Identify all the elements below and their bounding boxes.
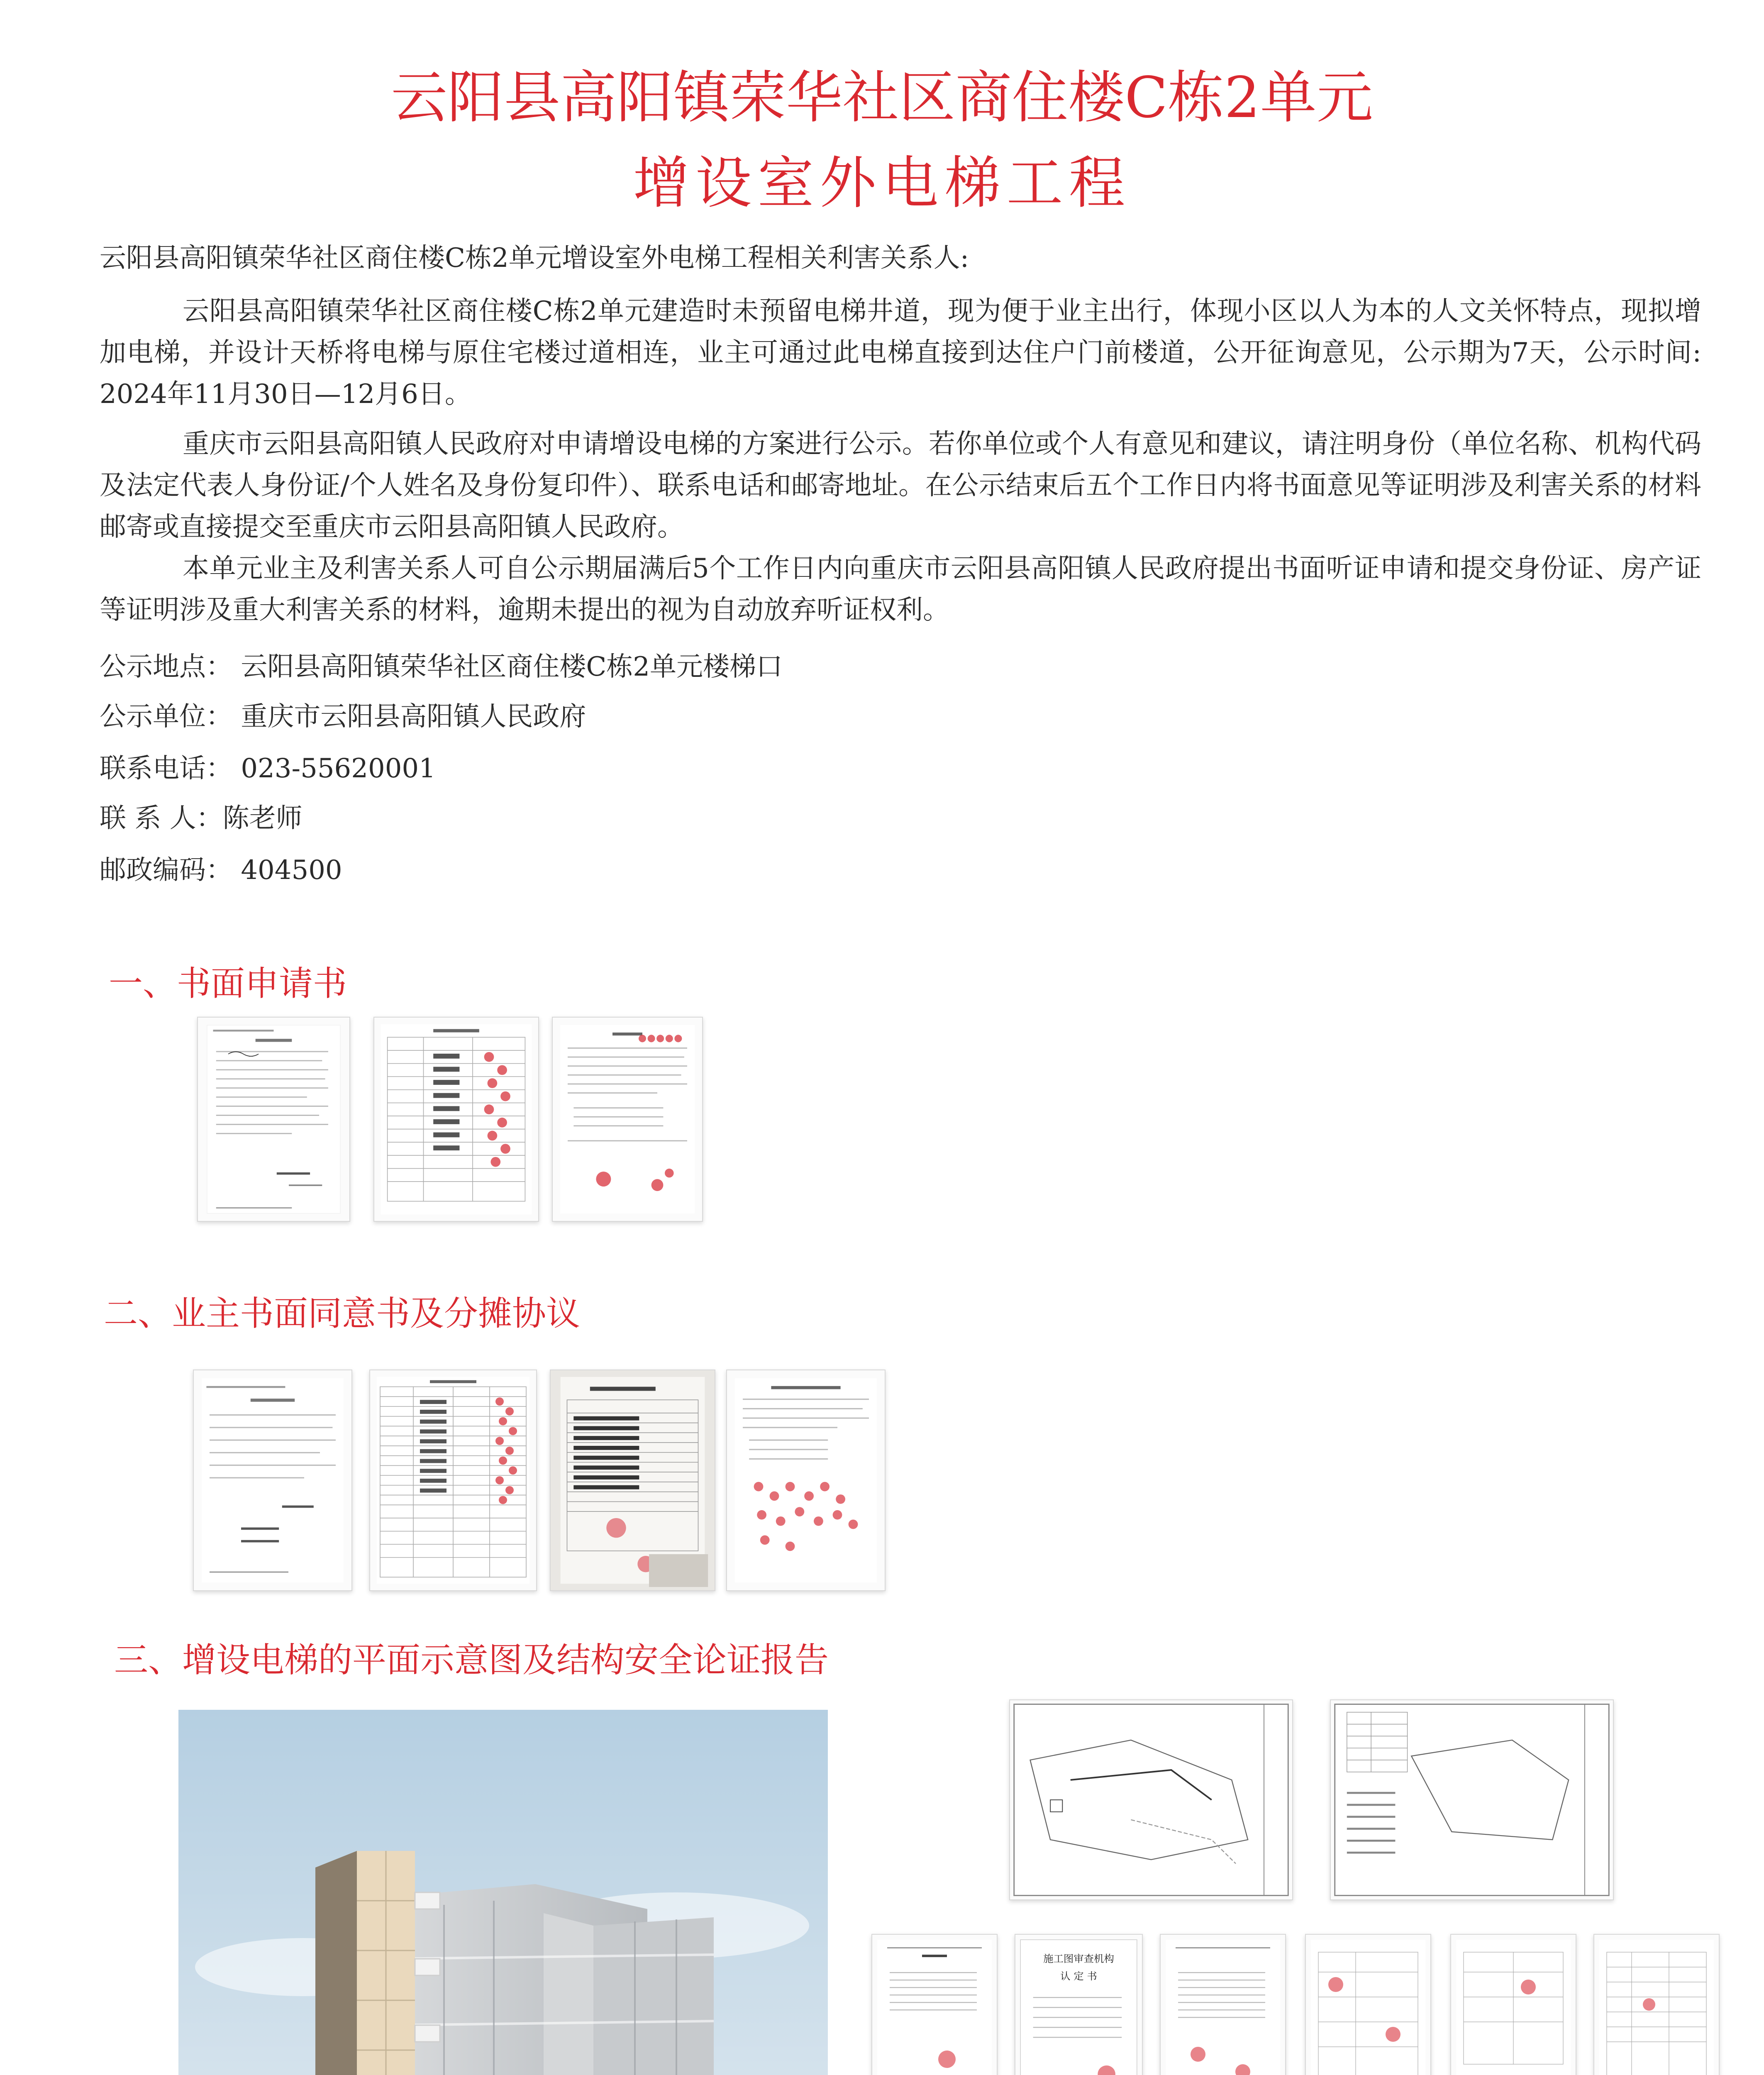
report-doc-4 bbox=[1450, 1934, 1576, 2075]
report-doc-5 bbox=[1593, 1934, 1720, 2075]
info-contact: 联 系 人：陈老师 bbox=[100, 803, 303, 834]
report-doc-2 bbox=[1160, 1934, 1286, 2075]
report-doc-1 bbox=[871, 1934, 998, 2075]
info-postcode: 邮政编码： 404500 bbox=[100, 855, 342, 886]
authorization-letter-image bbox=[193, 1370, 352, 1591]
paragraph-2: 重庆市云阳县高阳镇人民政府对申请增设电梯的方案进行公示。若你单位或个人有意见和建议，请注明身份（单位名称、机构代码及法定代表人身份证/个人姓名及身份复印件）、联系电话和邮寄地址。在公示结束后五个工作日内将书面意见等证明涉及利害关系的材料邮寄或直接提交至重庆市云阳县高阳镇人民政府。 bbox=[100, 429, 1701, 542]
cert-subtitle-1: 认 定 书 bbox=[1060, 1970, 1097, 1982]
section-3-title: 三、增设电梯的平面示意图及结构安全论证报告 bbox=[114, 1640, 829, 1680]
section-2-title: 二、业主书面同意书及分摊协议 bbox=[104, 1294, 581, 1333]
cost-sharing-agreement-image bbox=[726, 1370, 886, 1591]
drawing-review-cert-1 bbox=[1015, 1934, 1143, 2075]
page-title-line1: 云阳县高阳镇荣华社区商住楼C栋2单元 bbox=[391, 65, 1373, 131]
cert-title-1: 施工图审查机构 bbox=[1043, 1953, 1114, 1965]
application-letter-image bbox=[197, 1017, 350, 1222]
owner-consent-photo-image bbox=[550, 1370, 715, 1591]
site-plan-drawing-2 bbox=[1330, 1699, 1614, 1900]
owner-list-table-image bbox=[369, 1370, 537, 1591]
section-1-title: 一、书面申请书 bbox=[109, 964, 347, 1003]
paragraph-1: 云阳县高阳镇荣华社区商住楼C栋2单元建造时未预留电梯井道，现为便于业主出行，体现小区以人为本的人文关怀特点，现拟增加电梯，并设计天桥将电梯与原住宅楼过道相连，业主可通过此电梯直接到达住户门前楼道，公开征询意见，公示期为7天，公示时间: 2024年11月30日—12月6日。 bbox=[100, 296, 1701, 410]
site-plan-drawing-1 bbox=[1009, 1699, 1293, 1900]
elevator-rendering-image bbox=[178, 1710, 828, 2075]
info-phone: 联系电话： 023-55620001 bbox=[100, 753, 436, 784]
paragraph-3: 本单元业主及利害关系人可自公示期届满后5个工作日内向重庆市云阳县高阳镇人民政府提出书面听证申请和提交身份证、房产证等证明涉及重大利害关系的材料，逾期未提出的视为自动放弃听证权利。 bbox=[100, 553, 1701, 625]
report-doc-3 bbox=[1305, 1934, 1431, 2075]
addressee: 云阳县高阳镇荣华社区商住楼C栋2单元增设室外电梯工程相关利害关系人: bbox=[100, 243, 969, 273]
info-unit: 公示单位： 重庆市云阳县高阳镇人民政府 bbox=[100, 701, 586, 732]
owner-signature-list-image bbox=[373, 1017, 539, 1222]
commitment-letter-image bbox=[552, 1017, 703, 1222]
info-location: 公示地点： 云阳县高阳镇荣华社区商住楼C栋2单元楼梯口 bbox=[100, 652, 783, 682]
page-title-line2: 增设室外电梯工程 bbox=[633, 151, 1131, 216]
